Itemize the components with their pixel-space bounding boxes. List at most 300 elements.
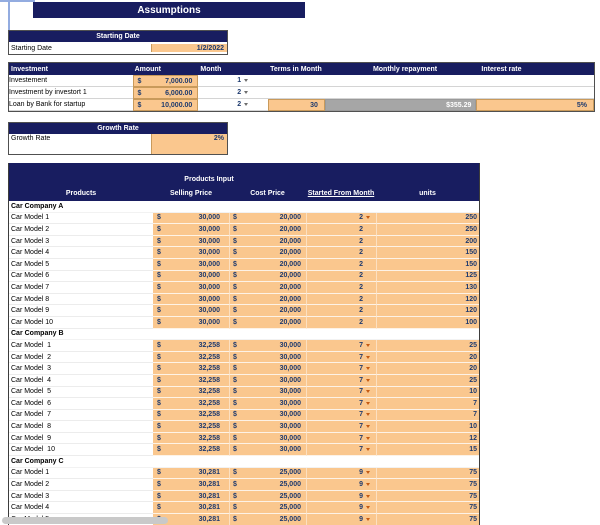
units-cell[interactable]: 25 [376,340,479,352]
cost-price-cell[interactable] [229,387,306,399]
currency-symbol: $ [157,492,161,500]
cost-price-cell[interactable] [229,363,306,375]
currency-symbol: $ [233,214,237,222]
currency-symbol: $ [233,515,237,523]
started-from-month-cell[interactable] [306,363,376,375]
starting-date-header: Starting Date [9,31,227,42]
amount-value: 30,000 [198,214,220,222]
started-from-month-cell[interactable] [306,398,376,410]
product-name-cell[interactable]: Car Model 1 [9,468,153,480]
month-value: 9 [359,515,363,523]
product-name-cell[interactable]: Car Model 6 [9,398,153,410]
currency-symbol: $ [137,89,142,97]
selling-price-cell[interactable] [153,433,229,445]
selling-price-cell[interactable] [153,224,229,236]
currency-symbol: $ [157,388,161,396]
amount-value: 30,000 [279,423,301,431]
started-from-month-cell[interactable] [306,352,376,364]
started-from-month-cell[interactable] [306,491,376,503]
month-dropdown-arrow[interactable] [366,448,370,451]
started-from-month-cell[interactable] [306,282,376,294]
selling-price-cell[interactable] [153,421,229,433]
selling-price-cell[interactable] [153,247,229,259]
currency-symbol: $ [157,295,161,303]
product-name-cell[interactable]: Car Model 9 [9,305,153,317]
interest-rate-cell[interactable] [476,87,594,99]
month-value: 9 [359,492,363,500]
amount-value: 25,000 [279,492,301,500]
currency-symbol: $ [157,423,161,431]
investment-row [9,99,594,111]
col-header-investment: Investment [11,65,48,73]
starting-date-label-cell[interactable]: Starting Date [11,45,52,52]
amount-value: 20,000 [279,283,301,291]
investment-amount-cell[interactable] [133,99,199,111]
units-cell[interactable]: 75 [376,514,479,525]
product-name-cell[interactable]: Car Model 7 [9,410,153,422]
product-row [9,352,479,364]
cost-price-cell[interactable] [229,479,306,491]
product-group-name-cell[interactable]: Car Company C [9,456,479,468]
currency-symbol: $ [157,469,161,477]
units-cell[interactable]: 10 [376,387,479,399]
currency-symbol: $ [233,260,237,268]
amount-value: 20,000 [279,295,301,303]
selling-price-cell[interactable] [153,491,229,503]
selling-price-cell[interactable] [153,213,229,225]
product-name-cell[interactable]: Car Model 4 [9,502,153,514]
month-value: 2 [359,318,363,326]
product-name-cell[interactable]: Car Model 7 [9,282,153,294]
currency-symbol: $ [157,365,161,373]
product-group-name-cell[interactable]: Car Company A [9,201,479,213]
product-row [9,387,479,399]
started-from-month-cell[interactable] [306,213,376,225]
currency-symbol: $ [157,307,161,315]
started-from-month-cell[interactable] [306,305,376,317]
month-dropdown-arrow[interactable] [366,390,370,393]
product-name-cell[interactable]: Car Model 6 [9,271,153,283]
started-from-month-cell[interactable] [306,271,376,283]
selling-price-cell[interactable] [153,468,229,480]
units-cell[interactable]: 20 [376,363,479,375]
started-from-month-cell[interactable] [306,247,376,259]
amount-value: 30,000 [279,341,301,349]
currency-symbol: $ [157,399,161,407]
started-from-month-cell[interactable] [306,421,376,433]
amount-value: 30,000 [198,225,220,233]
currency-symbol: $ [233,283,237,291]
month-dropdown-arrow[interactable] [244,79,248,82]
started-from-month-cell[interactable] [306,224,376,236]
cost-price-cell[interactable] [229,340,306,352]
col-header-interest-rate: Interest rate [481,65,522,73]
currency-symbol: $ [233,341,237,349]
started-from-month-cell[interactable] [306,317,376,329]
col-header-units: units [419,189,436,197]
selling-price-cell[interactable] [153,340,229,352]
units-cell[interactable]: 75 [376,491,479,503]
product-name-cell[interactable]: Car Model 3 [9,491,153,503]
month-dropdown-arrow[interactable] [366,483,370,486]
interest-rate-cell[interactable]: 5% [476,99,594,111]
monthly-repayment-cell[interactable]: $355.29 [325,99,476,111]
amount-value: 30,281 [198,515,220,523]
selling-price-cell[interactable] [153,410,229,422]
currency-symbol: $ [157,318,161,326]
product-group-row [9,329,479,341]
units-cell[interactable]: 7 [376,398,479,410]
cost-price-cell[interactable] [229,352,306,364]
month-dropdown-arrow[interactable] [366,506,370,509]
started-from-month-cell[interactable] [306,259,376,271]
started-from-month-cell[interactable] [306,410,376,422]
selling-price-cell[interactable] [153,305,229,317]
cost-price-cell[interactable] [229,410,306,422]
cost-price-cell[interactable] [229,444,306,456]
product-row [9,236,479,248]
units-cell[interactable]: 100 [376,317,479,329]
product-row [9,421,479,433]
cost-price-cell[interactable] [229,259,306,271]
growth-rate-header: Growth Rate [9,123,227,134]
product-name-cell[interactable]: Car Model 2 [9,479,153,491]
cost-price-cell[interactable] [229,502,306,514]
cost-price-cell[interactable] [229,305,306,317]
month-dropdown-arrow[interactable] [366,402,370,405]
interest-rate-cell[interactable] [476,75,594,87]
pane-split-line-horizontal [0,0,35,2]
currency-symbol: $ [233,318,237,326]
product-name-cell[interactable]: Car Model 10 [9,444,153,456]
cost-price-cell[interactable] [229,317,306,329]
currency-symbol: $ [233,469,237,477]
units-cell[interactable]: 125 [376,271,479,283]
product-group-row [9,456,479,468]
units-cell[interactable]: 75 [376,502,479,514]
amount-value: 20,000 [279,318,301,326]
growth-rate-label-cell[interactable]: Growth Rate [11,135,51,142]
started-from-month-cell[interactable] [306,375,376,387]
amount-value: 30,000 [198,283,220,291]
amount-value: 20,000 [279,260,301,268]
amount-value: 20,000 [279,272,301,280]
started-from-month-cell[interactable] [306,294,376,306]
investment-amount-cell[interactable] [133,75,199,87]
amount-value: 30,000 [198,272,220,280]
started-from-month-cell[interactable] [306,479,376,491]
col-header-monthly-repayment: Monthly repayment [372,65,438,73]
units-cell[interactable]: 150 [376,259,479,271]
currency-symbol: $ [233,423,237,431]
month-value: 2 [359,260,363,268]
investment-month-cell[interactable] [198,87,268,99]
amount-value: 32,258 [198,399,220,407]
units-cell[interactable]: 120 [376,294,479,306]
currency-symbol: $ [157,481,161,489]
selling-price-cell[interactable] [153,282,229,294]
investment-name-cell[interactable]: Investment by investort 1 [9,87,133,99]
amount-value: 20,000 [279,237,301,245]
product-row [9,468,479,480]
growth-rate-value-cell[interactable]: 2% [151,134,227,154]
currency-symbol: $ [157,434,161,442]
month-dropdown-arrow[interactable] [366,471,370,474]
product-name-cell[interactable]: Car Model 9 [9,433,153,445]
product-row [9,294,479,306]
selling-price-cell[interactable] [153,502,229,514]
month-value: 2 [359,214,363,222]
amount-value: 20,000 [279,307,301,315]
monthly-repayment-cell[interactable] [325,87,476,99]
currency-symbol: $ [233,376,237,384]
amount-value: 30,000 [279,365,301,373]
cost-price-cell[interactable] [229,294,306,306]
cost-price-cell[interactable] [229,247,306,259]
selling-price-cell[interactable] [153,352,229,364]
horizontal-scrollbar-thumb[interactable] [2,517,168,524]
started-from-month-cell[interactable] [306,387,376,399]
selling-price-cell[interactable] [153,236,229,248]
investment-name-cell[interactable]: Loan by Bank for startup [9,99,133,111]
month-dropdown-arrow[interactable] [366,495,370,498]
amount-value: 20,000 [279,249,301,257]
selling-price-cell[interactable] [153,317,229,329]
investment-month-cell[interactable] [198,99,268,111]
currency-symbol: $ [233,504,237,512]
amount-value: 30,000 [279,376,301,384]
products-rows [9,201,479,525]
amount-value: 30,000 [198,237,220,245]
product-name-cell[interactable]: Car Model 5 [9,259,153,271]
product-name-cell[interactable]: Car Model 8 [9,294,153,306]
cost-price-cell[interactable] [229,236,306,248]
col-header-products: Products [65,189,97,197]
month-value: 7 [359,411,363,419]
cost-price-cell[interactable] [229,213,306,225]
product-group-row [9,201,479,213]
cost-price-cell[interactable] [229,282,306,294]
currency-symbol: $ [157,353,161,361]
started-from-month-cell[interactable] [306,514,376,525]
product-name-cell[interactable]: Car Model 4 [9,247,153,259]
investment-header-row [9,63,594,75]
month-value: 2 [237,89,242,96]
amount-value: 25,000 [279,515,301,523]
product-name-cell[interactable]: Car Model 3 [9,236,153,248]
units-cell[interactable]: 75 [376,468,479,480]
product-group-name-cell[interactable]: Car Company B [9,329,479,341]
month-dropdown-arrow[interactable] [366,379,370,382]
selling-price-cell[interactable] [153,387,229,399]
investment-rows [9,75,594,111]
amount-value: 30,000 [279,399,301,407]
amount-value: 30,000 [279,411,301,419]
units-cell[interactable]: 250 [376,224,479,236]
month-dropdown-arrow[interactable] [366,437,370,440]
amount-value: 32,258 [198,434,220,442]
started-from-month-cell[interactable] [306,340,376,352]
month-value: 7 [359,365,363,373]
selling-price-cell[interactable] [153,294,229,306]
currency-symbol: $ [233,388,237,396]
month-dropdown-arrow[interactable] [366,367,370,370]
units-cell[interactable]: 130 [376,282,479,294]
amount-value: 10,000.00 [161,101,193,109]
col-header-terms-in-month: Terms in Month [270,65,322,73]
currency-symbol: $ [157,225,161,233]
product-row [9,491,479,503]
cost-price-cell[interactable] [229,468,306,480]
currency-symbol: $ [157,411,161,419]
started-from-month-cell[interactable] [306,502,376,514]
amount-value: 7,000.00 [165,77,193,85]
units-cell[interactable]: 20 [376,352,479,364]
month-dropdown-arrow[interactable] [366,344,370,347]
currency-symbol: $ [233,446,237,454]
currency-symbol: $ [157,504,161,512]
units-cell[interactable]: 15 [376,444,479,456]
month-value: 2 [359,249,363,257]
page-title: Assumptions [33,2,305,18]
product-row [9,340,479,352]
units-cell[interactable]: 25 [376,375,479,387]
terms-in-month-cell[interactable] [268,75,325,87]
selling-price-cell[interactable] [153,398,229,410]
selling-price-cell[interactable] [153,375,229,387]
units-cell[interactable]: 200 [376,236,479,248]
col-header-amount: Amount [134,65,162,73]
currency-symbol: $ [157,237,161,245]
month-dropdown-arrow[interactable] [366,413,370,416]
amount-value: 30,000 [279,353,301,361]
currency-symbol: $ [233,399,237,407]
product-row [9,410,479,422]
product-name-cell[interactable]: Car Model 1 [9,213,153,225]
month-value: 7 [359,376,363,384]
amount-value: 25,000 [279,504,301,512]
cost-price-cell[interactable] [229,421,306,433]
units-cell[interactable]: 75 [376,479,479,491]
month-dropdown-arrow[interactable] [366,216,370,219]
cost-price-cell[interactable] [229,491,306,503]
amount-value: 30,000 [279,388,301,396]
product-row [9,247,479,259]
selling-price-cell[interactable] [153,444,229,456]
investment-month-cell[interactable] [198,75,268,87]
selling-price-cell[interactable] [153,259,229,271]
col-header-cost-price: Cost Price [250,189,285,197]
month-dropdown-arrow[interactable] [244,103,248,106]
products-input-header-block [9,163,479,201]
products-column-headers [9,185,479,201]
product-name-cell[interactable]: Car Model 2 [9,224,153,236]
currency-symbol: $ [157,249,161,257]
amount-value: 32,258 [198,353,220,361]
terms-in-month-cell[interactable] [268,87,325,99]
product-name-cell[interactable]: Car Model 4 [9,375,153,387]
starting-date-section [8,30,228,55]
investment-name-cell[interactable]: Investement [9,75,133,87]
month-dropdown-arrow[interactable] [244,91,248,94]
amount-value: 30,000 [279,434,301,442]
amount-value: 30,281 [198,492,220,500]
currency-symbol: $ [233,249,237,257]
currency-symbol: $ [157,214,161,222]
cost-price-cell[interactable] [229,271,306,283]
product-row [9,398,479,410]
product-row [9,224,479,236]
month-value: 2 [359,237,363,245]
started-from-month-cell[interactable] [306,236,376,248]
product-name-cell[interactable]: Car Model 1 [9,340,153,352]
month-value: 2 [359,225,363,233]
units-cell[interactable]: 7 [376,410,479,422]
currency-symbol: $ [233,225,237,233]
currency-symbol: $ [157,283,161,291]
investment-section [8,62,595,112]
product-name-cell[interactable]: Car Model 5 [9,387,153,399]
month-dropdown-arrow[interactable] [366,518,370,521]
selling-price-cell[interactable] [153,271,229,283]
units-cell[interactable]: 12 [376,433,479,445]
starting-date-row [9,42,227,54]
terms-in-month-cell[interactable]: 30 [268,99,325,111]
product-row [9,375,479,387]
started-from-month-cell[interactable] [306,433,376,445]
currency-symbol: $ [157,376,161,384]
month-value: 7 [359,399,363,407]
product-name-cell[interactable]: Car Model 3 [9,363,153,375]
month-value: 9 [359,504,363,512]
currency-symbol: $ [233,353,237,361]
cost-price-cell[interactable] [229,398,306,410]
amount-value: 30,281 [198,504,220,512]
units-cell[interactable]: 120 [376,305,479,317]
currency-symbol: $ [157,446,161,454]
product-name-cell[interactable]: Car Model 8 [9,421,153,433]
amount-value: 20,000 [279,225,301,233]
amount-value: 30,281 [198,481,220,489]
started-from-month-cell[interactable] [306,444,376,456]
amount-value: 6,000.00 [165,89,193,97]
selling-price-cell[interactable] [153,479,229,491]
product-row [9,282,479,294]
product-name-cell[interactable]: Car Model 10 [9,317,153,329]
cost-price-cell[interactable] [229,514,306,525]
col-header-started-from-month: Started From Month [307,189,375,197]
amount-value: 32,258 [198,376,220,384]
cost-price-cell[interactable] [229,433,306,445]
amount-value: 32,258 [198,446,220,454]
investment-amount-cell[interactable] [133,87,199,99]
starting-date-value-cell[interactable]: 1/2/2022 [151,44,227,52]
cost-price-cell[interactable] [229,224,306,236]
currency-symbol: $ [233,307,237,315]
started-from-month-cell[interactable] [306,468,376,480]
units-cell[interactable]: 10 [376,421,479,433]
cost-price-cell[interactable] [229,375,306,387]
month-dropdown-arrow[interactable] [366,425,370,428]
product-name-cell[interactable]: Car Model 2 [9,352,153,364]
units-cell[interactable]: 250 [376,213,479,225]
units-cell[interactable]: 150 [376,247,479,259]
selling-price-cell[interactable] [153,363,229,375]
month-dropdown-arrow[interactable] [366,356,370,359]
currency-symbol: $ [137,101,142,109]
monthly-repayment-cell[interactable] [325,75,476,87]
month-value: 9 [359,481,363,489]
